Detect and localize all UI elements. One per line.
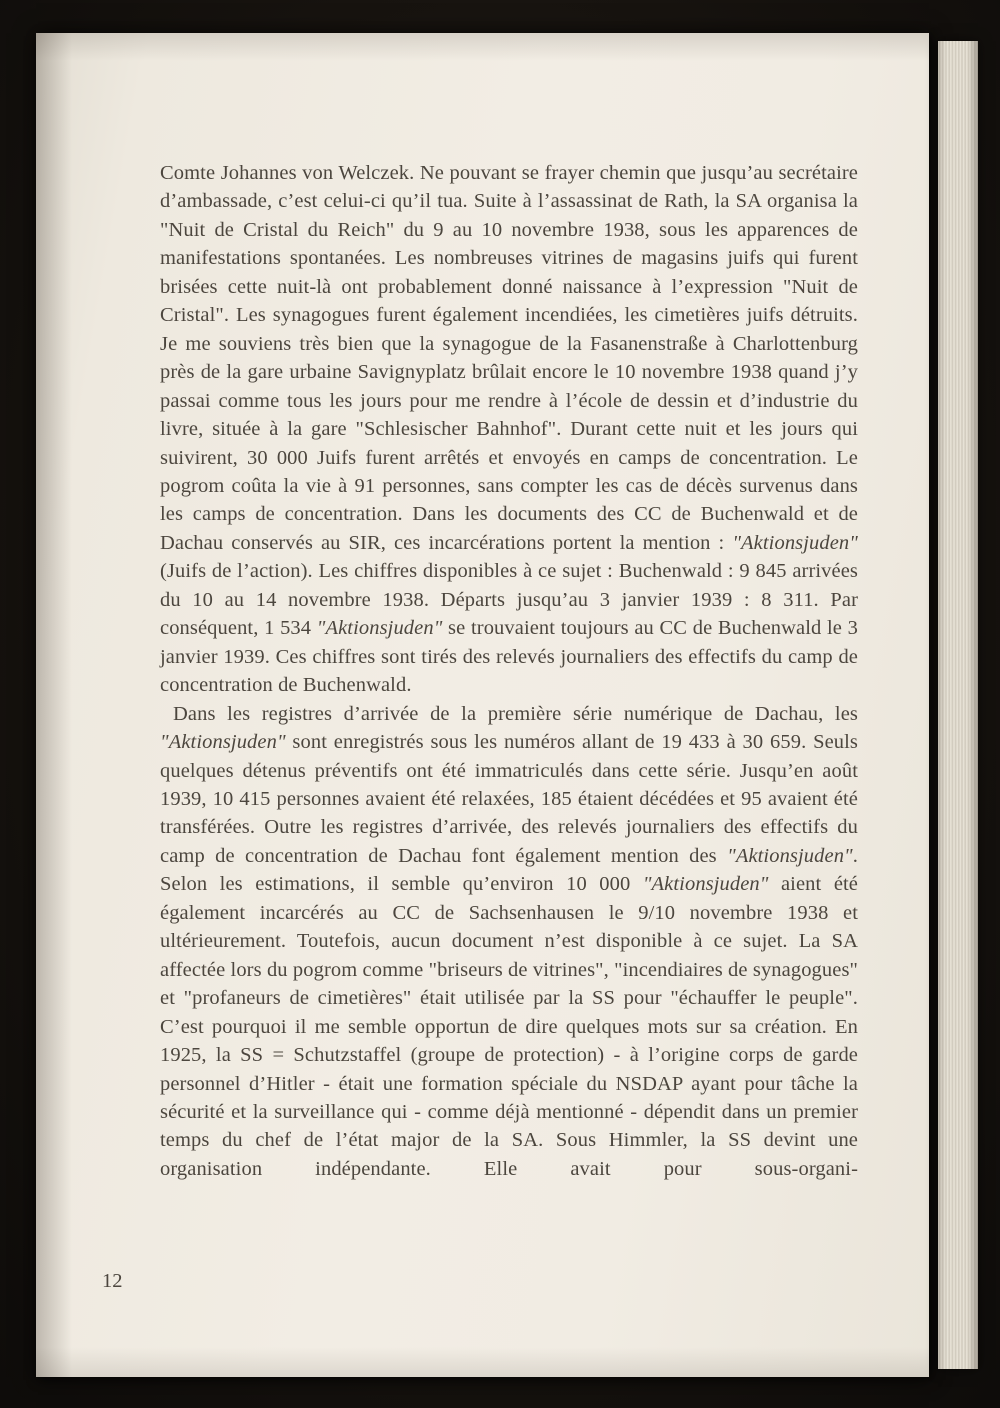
italic-text-run: "Aktionsjuden" [732,531,858,554]
text-run: aient été également incarcérés au CC de Sachsenhausen le 9/10 novembre 1938 et ultérieurement. Toutefois, aucun document n’est disponible à ce sujet. La SA affectée lors du pogrom comme "briseurs de vitrines", "incendiaires de synagogues" et "profaneurs de cimetières" était utilisée par la SS pour "échauffer le peuple". C’est pourquoi il me semble opportun de dire quelques mots sur sa création. En 1925, la SS = Schutzstaffel (groupe de protection) - à l’origine corps de garde personnel d’Hitler - était une formation spéciale du NSDAP ayant pour tâche la sécurité et la surveillance qui - comme déjà mentionné - dépendit dans un premier temps du chef de l’état major de la SA. Sous Himmler, la SS devint une organisation indépendante. Elle avait pour sous-organi- [160,873,859,1180]
page-number: 12 [102,1270,123,1292]
italic-text-run: "Aktionsjuden" [160,731,286,754]
italic-text-run: "Aktionsjuden" [642,873,769,896]
italic-text-run: "Aktionsjuden" [316,617,443,640]
text-run: Comte Johannes von Welczek. Ne pouvant se frayer chemin que jusqu’au secrétaire d’ambassade, c’est celui-ci qu’il tua. Suite à l’assassinat de Rath, la SA organisa la "Nuit de Cristal du Reich" du 9 au 10 novembre 1938, sous les apparences de manifestations spontanées. Les nombreuses vitrines de magasins juifs qui furent brisées cette nuit-là ont probablement donné naissance à l’expression "Nuit de Cristal". Les synagogues furent également incendiées, les cimetières juifs détruits. Je me souviens très bien que la synagogue de la Fasanenstraße à Charlottenburg près de la gare urbaine Savignyplatz brûlait encore le 10 novembre 1938 quand j’y passai comme tous les jours pour me rendre à l’école de dessin et d’industrie du livre, située à la gare "Schlesischer Bahnhof". Durant cette nuit et les jours qui suivirent, 30 000 Juifs furent arrêtés et envoyés en camps de concentration. Le pogrom coûta la vie à 91 personnes, sans compter les cas de décès survenus dans les camps de concentration. Dans les documents des CC de Buchenwald et de Dachau conservés au SIR, ces incarcérations portent la mention : [160,162,858,554]
paragraph [160,700,858,1184]
italic-text-run: "Aktionsjuden" [727,844,853,867]
scanned-page [36,33,929,1377]
text-run: (Juifs de l’action). Les chiffres disponibles à ce sujet : Buchenwald : 9 845 arrivées du 10 au 14 novembre 1938. Départs jusqu’au 3 janvier 1939 : 8 311. Par conséquent, 1 534 [160,560,858,640]
text-run: sont enregistrés sous les numéros allant de 19 433 à 30 659. Seuls quelques détenus préventifs ont été immatriculés dans cette série. Jusqu’en août 1939, 10 415 personnes avaient été relaxées, 185 étaient décédées et 95 avaient été transférées. Outre les registres d’arrivée, des relevés journaliers des effectifs du camp de concentration de Dachau font également mention des [160,731,858,867]
paragraph [160,159,858,700]
text-run: . Selon les estimations, il semble qu’environ 10 000 [160,844,858,896]
page-bottom-shadow [36,1347,929,1377]
text-run: Dans les registres d’arrivée de la première série numérique de Dachau, les [173,702,858,725]
text-run: se trouvaient toujours au CC de Buchenwald le 3 janvier 1939. Ces chiffres sont tirés des relevés journaliers des effectifs du camp de concentration de Buchenwald. [160,617,858,697]
page-text [160,159,858,1183]
book-page-edges [938,41,978,1369]
